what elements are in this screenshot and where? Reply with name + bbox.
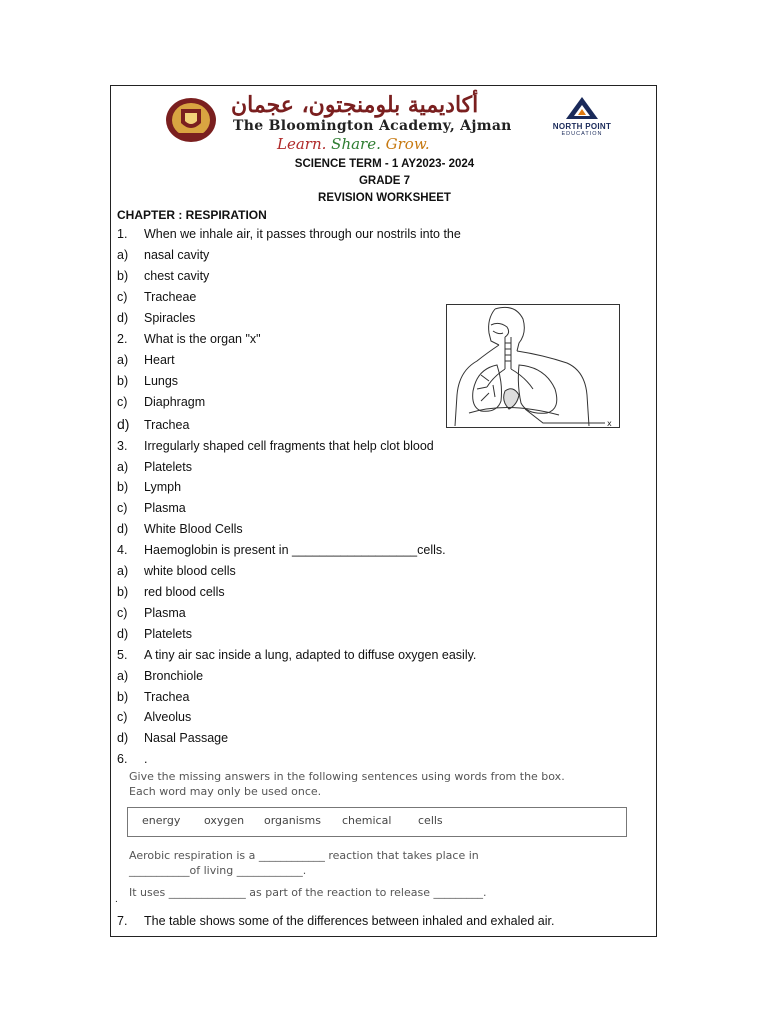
option-text: White Blood Cells [144,522,243,536]
option-4a [117,564,236,578]
option-text: nasal cavity [144,248,210,262]
option-text: Spiracles [144,311,196,325]
option-text: Plasma [144,501,186,515]
motto-share: Share. [331,135,381,153]
option-4b [117,585,225,599]
fill-in-the-blanks-exercise [117,761,647,901]
option-2a [117,353,175,367]
option-label: b) [117,374,129,388]
question-3 [117,439,434,453]
question-number: 1. [117,227,128,241]
option-2d [117,416,189,432]
option-5b [117,690,189,704]
option-text: Lungs [144,374,179,388]
respiratory-system-figure [447,305,618,426]
option-1a [117,248,209,262]
option-label: a) [117,460,129,474]
option-label: c) [117,395,128,409]
worksheet-title-type: REVISION WORKSHEET [318,192,451,204]
question-number: 7. [117,914,128,928]
option-text: Platelets [144,627,192,641]
option-text: Platelets [144,460,192,474]
worksheet-page [110,85,657,937]
option-label: d) [117,416,130,432]
chapter-heading: CHAPTER : RESPIRATION [117,208,267,222]
question-text: Haemoglobin is present in __________________cells. [144,543,446,557]
question-text: A tiny air sac inside a lung, adapted to diffuse oxygen easily. [144,648,477,662]
option-text: white blood cells [144,564,236,578]
option-text: Lymph [144,480,182,494]
option-label: b) [117,690,129,704]
sentence-line-1: Aerobic respiration is a ____________ reaction that takes place in [129,849,479,862]
option-1b [117,269,209,283]
option-label: d) [117,627,129,641]
question-text: The table shows some of the differences between inhaled and exhaled air. [144,914,555,928]
option-3b [117,480,181,494]
option-label: a) [117,564,129,578]
respiratory-system-diagram [446,304,620,428]
option-text: Plasma [144,606,186,620]
option-text: Tracheae [144,290,197,304]
stray-dot: . [115,894,118,905]
option-3a [117,460,192,474]
partner-name: NORTH POINT [552,122,612,131]
option-5a [117,669,203,683]
word-chemical: chemical [342,814,392,827]
question-number: 3. [117,439,128,453]
school-crest-logo [165,97,217,143]
option-text: Heart [144,353,175,367]
option-label: d) [117,731,129,745]
question-2 [117,332,261,346]
option-5d [117,731,228,745]
option-text: chest cavity [144,269,210,283]
question-text: Irregularly shaped cell fragments that help clot blood [144,439,434,453]
question-1 [117,227,461,241]
option-text: Diaphragm [144,395,206,409]
north-point-logo [547,96,617,142]
option-label: c) [117,710,128,724]
question-4 [117,543,446,557]
option-text: Bronchiole [144,669,204,683]
option-2c [117,395,205,409]
school-name-arabic: أكاديمية بلومنجتون، عجمان [231,92,479,118]
option-label: c) [117,290,128,304]
question-text: What is the organ "x" [144,332,261,346]
question-number: 6. [117,752,128,766]
instruction-line-1: Give the missing answers in the following sentences using words from the box. [129,770,565,783]
sentence-line-3: It uses ______________ as part of the reaction to release _________. [129,886,487,899]
question-number: 4. [117,543,128,557]
option-text: Alveolus [144,710,192,724]
option-5c [117,710,191,724]
triangle-logo-icon [565,96,599,120]
option-label: c) [117,606,128,620]
option-2b [117,374,178,388]
option-label: d) [117,311,129,325]
question-7 [117,914,554,928]
option-label: b) [117,585,129,599]
word-oxygen: oxygen [204,814,245,827]
option-3d [117,522,243,536]
option-label: b) [117,480,129,494]
instruction-line-2: Each word may only be used once. [129,785,322,798]
option-text: Trachea [144,690,190,704]
option-label: a) [117,353,129,367]
option-text: red blood cells [144,585,225,599]
sentence-line-2: ___________of living ____________. [129,864,307,877]
word-cells: cells [418,814,443,827]
option-text: Trachea [144,418,190,432]
motto-learn: Learn. [277,135,327,153]
option-4d [117,627,192,641]
option-1c [117,290,196,304]
question-5 [117,648,476,662]
school-name-english: The Bloomington Academy, Ajman [233,118,512,134]
option-3c [117,501,186,515]
school-motto [277,135,430,153]
option-label: b) [117,269,129,283]
worksheet-title-grade: GRADE 7 [358,175,411,187]
option-label: d) [117,522,129,536]
option-label: a) [117,248,129,262]
option-text: Nasal Passage [144,731,229,745]
word-box [127,807,627,837]
question-number: 2. [117,332,128,346]
school-header [161,94,621,154]
diagram-label-x: x [607,419,612,426]
word-organisms: organisms [264,814,321,827]
option-label: c) [117,501,128,515]
word-energy: energy [142,814,181,827]
worksheet-title-term: SCIENCE TERM - 1 AY2023- 2024 [294,158,475,170]
question-text: When we inhale air, it passes through our nostrils into the [144,227,461,241]
motto-grow: Grow. [385,135,430,153]
partner-subtitle: EDUCATION [561,131,603,137]
question-number: 5. [117,648,128,662]
question-text: . [144,752,148,766]
option-1d [117,311,195,325]
option-4c [117,606,186,620]
option-label: a) [117,669,129,683]
